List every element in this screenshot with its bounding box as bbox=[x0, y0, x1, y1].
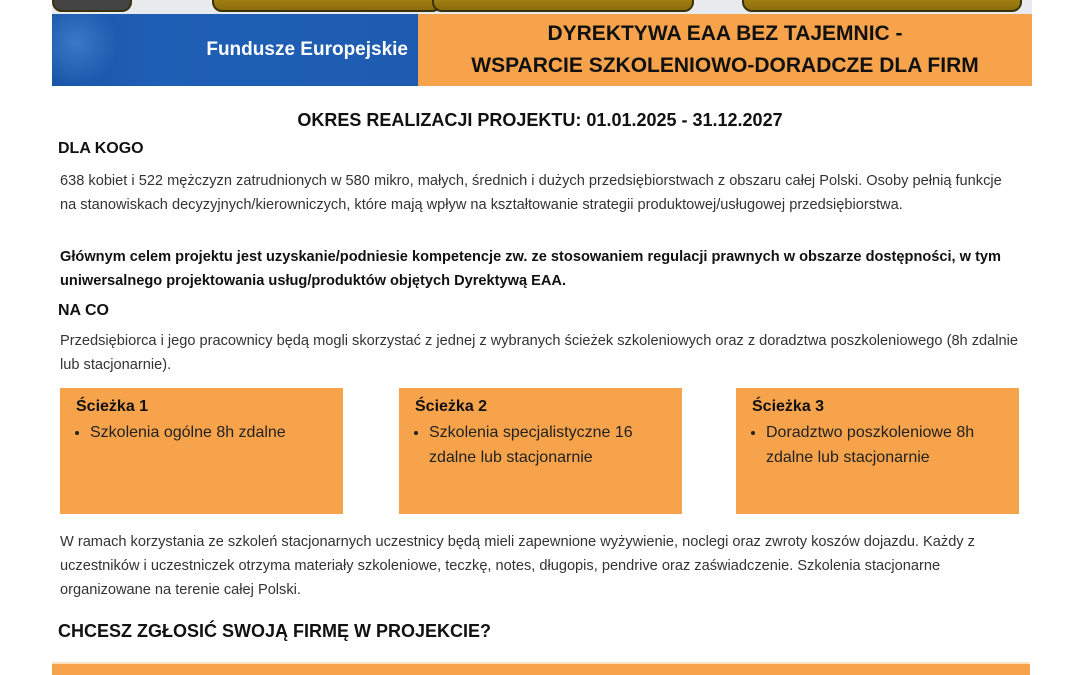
path-title: Ścieżka 3 bbox=[752, 398, 825, 415]
logo-text: Fundusze Europejskie bbox=[206, 39, 408, 60]
path-title: Ścieżka 1 bbox=[76, 398, 149, 415]
what-text: Przedsiębiorca i jego pracownicy będą mogli skorzystać z jednej z wybranych ścieżek szkoleniowych oraz z doradztwa poszkoleniowego (8h zdalnie lub stacjonarnie). bbox=[60, 333, 1018, 373]
project-goal: Głównym celem projektu jest uzyskanie/podniesie kompetencje zw. ze stosowaniem regulacji prawnych w obszarze dostępności, w tym uniwersalnego projektowania usług/produktów objętych Dyrektywą EAA. bbox=[60, 249, 1002, 289]
details-text: W ramach korzystania ze szkoleń stacjonarnych uczestnicy będą mieli zapewnione wyżywienie, noclegi oraz zwroty koszów dojazdu. Każdy z uczestników i uczestniczek otrzyma materiały szkoleniowe, teczkę, notes, długopis, pendrive oraz zaświadczenie. Szkolenia stacjonarne organizowane na terenie całej Polski. bbox=[60, 534, 975, 598]
path-item: • Szkolenia specjalistyczne 16 zdalne lub stacjonarnie bbox=[429, 420, 666, 470]
title-line-2: WSPARCIE SZKOLENIOWO-DORADCZE DLA FIRM bbox=[471, 54, 979, 77]
path-card-3 bbox=[736, 388, 1019, 514]
path-item: • Szkolenia ogólne 8h zdalne bbox=[90, 420, 327, 445]
for-whom-text: 638 kobiet i 522 mężczyzn zatrudnionych w 580 mikro, małych, średnich i dużych przedsiębiorstwach z obszaru całej Polski. Osoby pełnią funkcje na stanowiskach decyzyjnych/kierowniczych, które mają wpływ na kształtowanie strategii produktowej/usługowej przedsiębiorstwa. bbox=[60, 173, 1002, 213]
section-heading-what: NA CO bbox=[58, 302, 109, 319]
cta-bar bbox=[52, 662, 1030, 675]
eu-funds-logo bbox=[52, 14, 418, 86]
key-image bbox=[212, 0, 442, 12]
title-line-1: DYREKTYWA EAA BEZ TAJEMNIC - bbox=[547, 22, 903, 45]
path-item: • Doradztwo poszkoleniowe 8h zdalne lub stacjonarnie bbox=[766, 420, 1003, 470]
project-period: OKRES REALIZACJI PROJEKTU: 01.01.2025 - 31.12.2027 bbox=[297, 110, 783, 130]
header-photo bbox=[52, 0, 1032, 14]
path-title: Ścieżka 2 bbox=[415, 398, 488, 415]
path-card-1 bbox=[60, 388, 343, 514]
banner-title bbox=[418, 14, 1032, 86]
banner bbox=[52, 14, 1032, 86]
key-image bbox=[52, 0, 132, 12]
key-image bbox=[742, 0, 1022, 12]
path-card-2 bbox=[399, 388, 682, 514]
key-image bbox=[432, 0, 694, 12]
section-heading-for-whom: DLA KOGO bbox=[58, 140, 144, 157]
cta-heading: CHCESZ ZGŁOSIĆ SWOJĄ FIRMĘ W PROJEKCIE? bbox=[58, 621, 492, 641]
